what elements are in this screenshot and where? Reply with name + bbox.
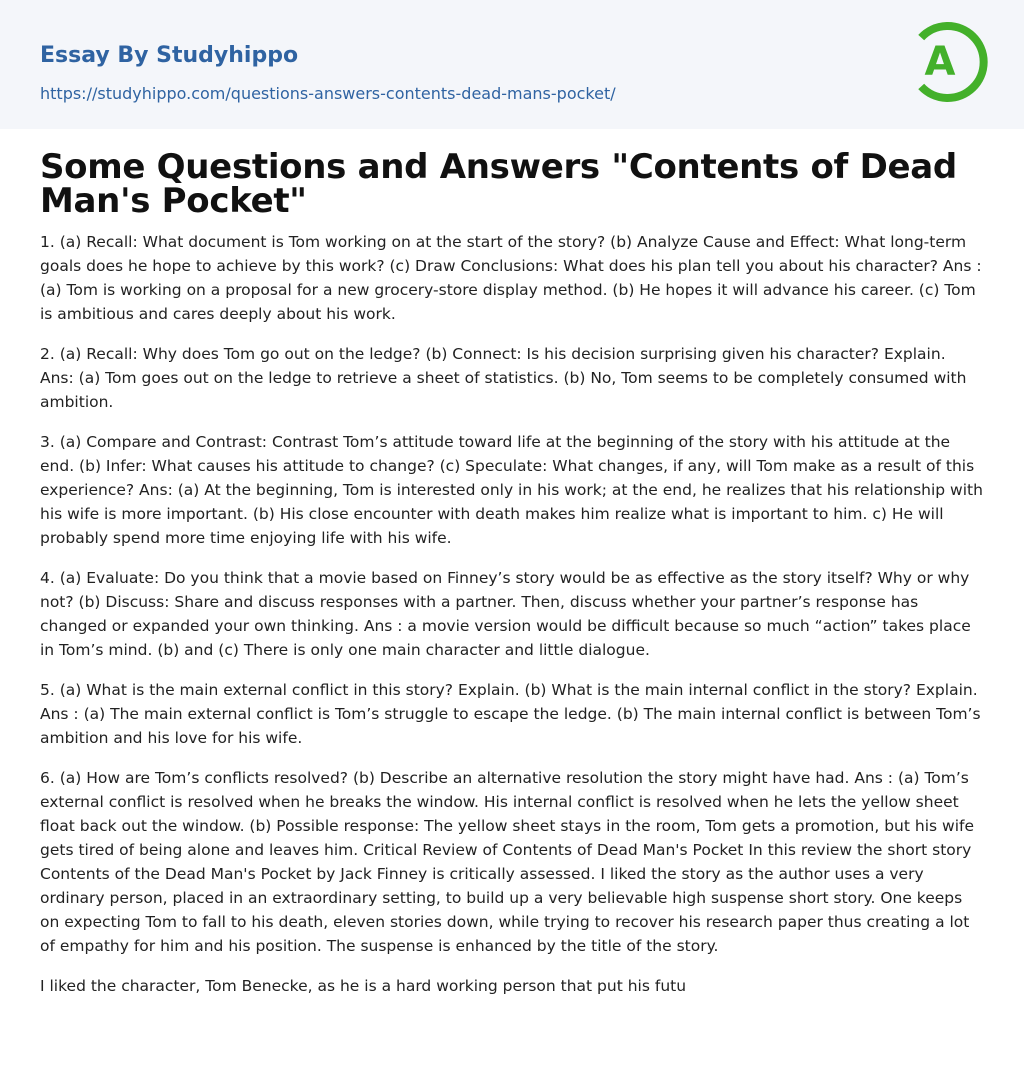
article-title: Some Questions and Answers "Contents of Dead Man's Pocket"	[40, 147, 957, 221]
article	[40, 147, 984, 1014]
article-body	[40, 230, 984, 998]
paragraph-6: 6. (a) How are Tom’s conflicts resolved? (b) Describe an alternative resolution the story might have had. Ans : (a) Tom’s external conflict is resolved when he breaks the window. His internal conflict is resolved when he lets the yellow sheet float back out the window. (b) Possible response: The yellow sheet stays in the room, Tom gets a promotion, but his wife gets tired of being alone and leaves him. Critical Review of Contents of Dead Man's Pocket In this review the short story Contents of the Dead Man's Pocket by Jack Finney is critically assessed. I liked the story as the author uses a very ordinary person, placed in an extraordinary setting, to build up a very believable high suspense short story. One keeps on expecting Tom to fall to his death, eleven stories down, while trying to recover his research paper thus creating a lot of empathy for him and his position. The suspense is enhanced by the title of the story.	[40, 769, 974, 955]
paragraph-2: 2. (a) Recall: Why does Tom go out on the ledge? (b) Connect: Is his decision surprising given his character? Explain. Ans: (a) Tom goes out on the ledge to retrieve a sheet of statistics. (b) No, Tom seems to be completely consumed with ambition.	[40, 345, 967, 411]
site-title[interactable]: Essay By Studyhippo	[40, 43, 299, 68]
paragraph-4: 4. (a) Evaluate: Do you think that a movie based on Finney’s story would be as effective as the story itself? Why or why not? (b) Discuss: Share and discuss responses with a partner. Then, discuss whether your partner’s response has changed or expanded your own thinking. Ans : a movie version would be difficult because so much “action” takes place in Tom’s mind. (b) and (c) There is only one main character and little dialogue.	[40, 569, 971, 659]
page-header	[0, 0, 1024, 129]
paragraph-5: 5. (a) What is the main external conflict in this story? Explain. (b) What is the main internal conflict in the story? Explain. Ans : (a) The main external conflict is Tom’s struggle to escape the ledge. (b) The main internal conflict is between Tom’s ambition and his love for his wife.	[40, 681, 981, 747]
paragraph-1: 1. (a) Recall: What document is Tom working on at the start of the story? (b) Analyze Cause and Effect: What long-term goals does he hope to achieve by this work? (c) Draw Conclusions: What does his plan tell you about his character? Ans : (a) Tom is working on a proposal for a new grocery-store display method. (b) He hopes it will advance his career. (c) Tom is ambitious and cares deeply about his work.	[40, 233, 982, 323]
source-url-link[interactable]: https://studyhippo.com/questions-answers-contents-dead-mans-pocket/	[40, 84, 616, 103]
paragraph-7: I liked the character, Tom Benecke, as he is a hard working person that put his futu	[40, 977, 687, 995]
paragraph-3: 3. (a) Compare and Contrast: Contrast Tom’s attitude toward life at the beginning of the story with his attitude at the end. (b) Infer: What causes his attitude to change? (c) Speculate: What changes, if any, will Tom make as a result of this experience? Ans: (a) At the beginning, Tom is interested only in his work; at the end, he realizes that his relationship with his wife is more important. (b) His close encounter with death makes him realize what is important to him. c) He will probably spend more time enjoying life with his wife.	[40, 433, 983, 547]
logo-letter: A	[924, 39, 956, 85]
studyhippo-logo[interactable]	[906, 20, 990, 104]
